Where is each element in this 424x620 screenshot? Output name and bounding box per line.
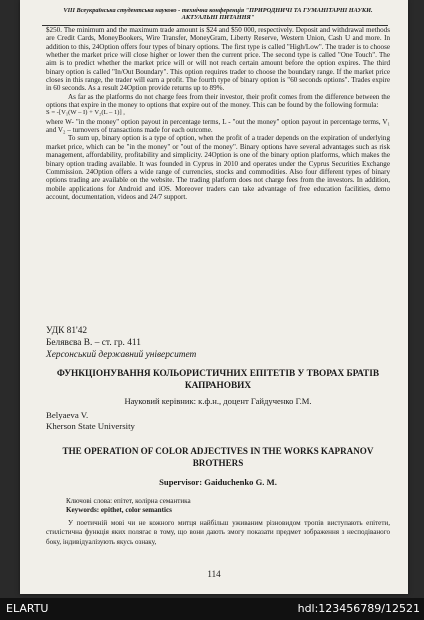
paragraph: where W- "in the money" option payout in percentage terms, L - "out the money" option payout in percentage terms, V₁ and V₂ – turnovers of transactions made for each outcome. bbox=[46, 117, 390, 135]
article-2-intro bbox=[46, 519, 390, 547]
article-title-ua: ФУНКЦІОНУВАННЯ КОЛЬОРИСТИЧНИХ ЕПІТЕТІВ У ТВОРАХ БРАТІВ КАПРАНОВИХ bbox=[56, 369, 380, 391]
article-2-meta bbox=[46, 325, 390, 361]
keywords-ua: Ключові слова: епітет, колірна семантика bbox=[66, 497, 191, 505]
paragraph: У поетичній мові чи не кожного митця найбільш уживаним різновидом тропів виступають епітети, стилістична функція яких полягає в тому, що вони дають змогу показати предмет зображення з несподіваного боку, індивідуалізують якусь ознаку, bbox=[46, 519, 390, 546]
udk-code: УДК 81'42 bbox=[46, 326, 88, 336]
university-en: Kherson State University bbox=[46, 421, 135, 431]
document-page bbox=[20, 0, 408, 594]
keywords-en bbox=[66, 506, 386, 515]
keywords-en-label: Keywords: bbox=[66, 506, 100, 514]
handle-link[interactable]: hdl:123456789/12521 bbox=[297, 602, 420, 615]
supervisor-ua: Науковий керівник: к.ф.н., доцент Гайдученко Г.М. bbox=[124, 396, 312, 406]
header-line-2: АКТУАЛЬНІ ПИТАННЯ" bbox=[181, 14, 255, 22]
formula: S = -[V₁(W – I) + V₂(L – 1)] , bbox=[46, 109, 125, 117]
author-ua: Белявєва В. – ст. гр. 411 bbox=[46, 338, 141, 348]
keywords-en-value: epithet, color semantics bbox=[99, 506, 172, 514]
university-ua: Херсонський державний університет bbox=[46, 350, 197, 360]
article-title-en: THE OPERATION OF COLOR ADJECTIVES IN THE WORKS KAPRANOV BROTHERS bbox=[62, 446, 374, 468]
article-1-body bbox=[46, 26, 390, 201]
supervisor-en: Supervisor: Gaiduchenko G. M. bbox=[159, 477, 277, 487]
conference-header bbox=[48, 7, 388, 22]
header-line-1: VIII Всеукраїнська студентська науково - технічна конференція "ПРИРОДНИЧІ ТА ГУМАНІТАРНІ НАУКИ. bbox=[63, 7, 373, 14]
author-block-en bbox=[46, 410, 390, 432]
page-number: 114 bbox=[207, 569, 221, 579]
repository-name: ELARTU bbox=[6, 602, 49, 615]
paragraph: To sum up, binary option is a type of option, when the profit of a trader depends on the expiration of underlying market price, which can be "in the money" or "out of the money". Binary options have several advantages such as risk management, affordability, profitability and simplicity. 24Option is one of the binary option platforms, which makes the binary option trading available. It was founded in Cyprus in 2010 and operates under the Cyprus Securities Exchange Commission. 24Option offers a wide range of currencies, stocks and commodities. Also four different types of binary options trading are available on the website. The trading platform does not charge fees from the investors. In addition, mobile applications for Android and iOS. Moreover traders can take advantage of free education facilities, demo account, documentation, videos and 24/7 support. bbox=[46, 134, 390, 201]
author-en: Belyaeva V. bbox=[46, 410, 89, 420]
footer-bar bbox=[0, 598, 424, 620]
paragraph: As far as the platforms do not charge fees from their investor, their profit comes from the difference between the options that expire in the money to options that expire out of the money. This can be found by the following formula: bbox=[46, 92, 390, 110]
keywords-block bbox=[66, 497, 386, 515]
paragraph: $250. The minimum and the maximum trade amount is $24 and $50 000, respectively. Deposit and withdrawal methods are Credit Cards, MoneyBookers, Wire Transfer, MoneyGram, Liberty Reserve, Western Union, Cash U and more. In addition to this, 24Option offers four types of binary options. The first type is called "High/Low". The trader is to choose whether the market price will close higher or lower then the current price. The second type is called "One Touch". The aim is to predict whether the market price will or will not reach certain amount before the option expires. The third binary option is called "In/Out Boundary". This option requires trader to choose the boundary range. If the market price closes in this range, the trader will earn a profit. The fourth type of binary option is "60 seconds options". Trades expire in 60 seconds. As a result 24Option provide returns up to 89%. bbox=[46, 26, 390, 93]
